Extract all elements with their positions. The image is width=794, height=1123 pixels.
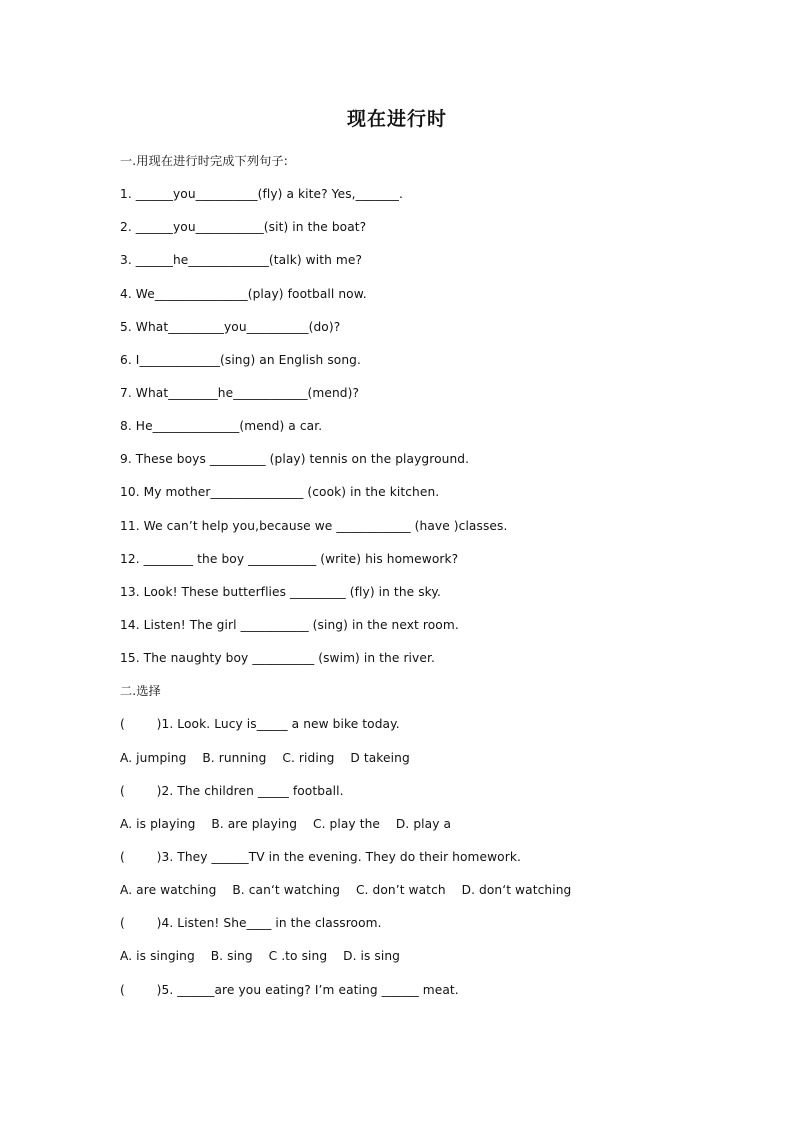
question-13: 13. Look! These butterflies _________ (fly) in the sky. bbox=[120, 584, 441, 599]
question-12: 12. ________ the boy ___________ (write) his homework? bbox=[120, 551, 459, 566]
question-15: 15. The naughty boy __________ (swim) in the river. bbox=[120, 651, 435, 666]
section-heading-choice: 二.选择 bbox=[120, 684, 161, 699]
choice-question-1: ( )1. Look. Lucy is_____ a new bike today. bbox=[120, 717, 400, 732]
choice-question-3: ( )3. They ______TV in the evening. They do their homework. bbox=[120, 849, 521, 864]
question-10: 10. My mother_______________ (cook) in the kitchen. bbox=[120, 485, 440, 500]
question-6: 6. I_____________(sing) an English song. bbox=[120, 352, 361, 367]
question-5: 5. What_________you__________(do)? bbox=[120, 319, 341, 334]
question-11: 11. We can’t help you,because we ____________ (have )classes. bbox=[120, 518, 508, 533]
exercise-list bbox=[120, 152, 760, 1014]
choice-question-4: ( )4. Listen! She____ in the classroom. bbox=[120, 916, 382, 931]
choice-options-2: A. is playing B. are playing C. play the D. play a bbox=[120, 816, 452, 831]
choice-options-4: A. is singing B. sing C .to sing D. is sing bbox=[120, 949, 401, 964]
choice-question-2: ( )2. The children _____ football. bbox=[120, 783, 344, 798]
choice-options-3: A. are watching B. can‘t watching C. don’t watch D. don‘t watching bbox=[120, 883, 572, 898]
question-2: 2. ______you___________(sit) in the boat? bbox=[120, 220, 367, 235]
question-9: 9. These boys _________ (play) tennis on the playground. bbox=[120, 452, 470, 467]
question-1: 1. ______you__________(fly) a kite? Yes,_______. bbox=[120, 187, 403, 202]
section-heading-fill-in: 一.用现在进行时完成下列句子: bbox=[120, 154, 288, 168]
question-4: 4. We_______________(play) football now. bbox=[120, 286, 367, 301]
question-7: 7. What________he____________(mend)? bbox=[120, 385, 360, 400]
question-14: 14. Listen! The girl ___________ (sing) in the next room. bbox=[120, 617, 459, 632]
question-3: 3. ______he_____________(talk) with me? bbox=[120, 253, 363, 268]
question-8: 8. He______________(mend) a car. bbox=[120, 419, 323, 434]
choice-options-1: A. jumping B. running C. riding D takeing bbox=[120, 750, 410, 765]
choice-question-5: ( )5. ______are you eating? I’m eating ______ meat. bbox=[120, 982, 459, 997]
page-title: 现在进行时 bbox=[346, 108, 447, 130]
